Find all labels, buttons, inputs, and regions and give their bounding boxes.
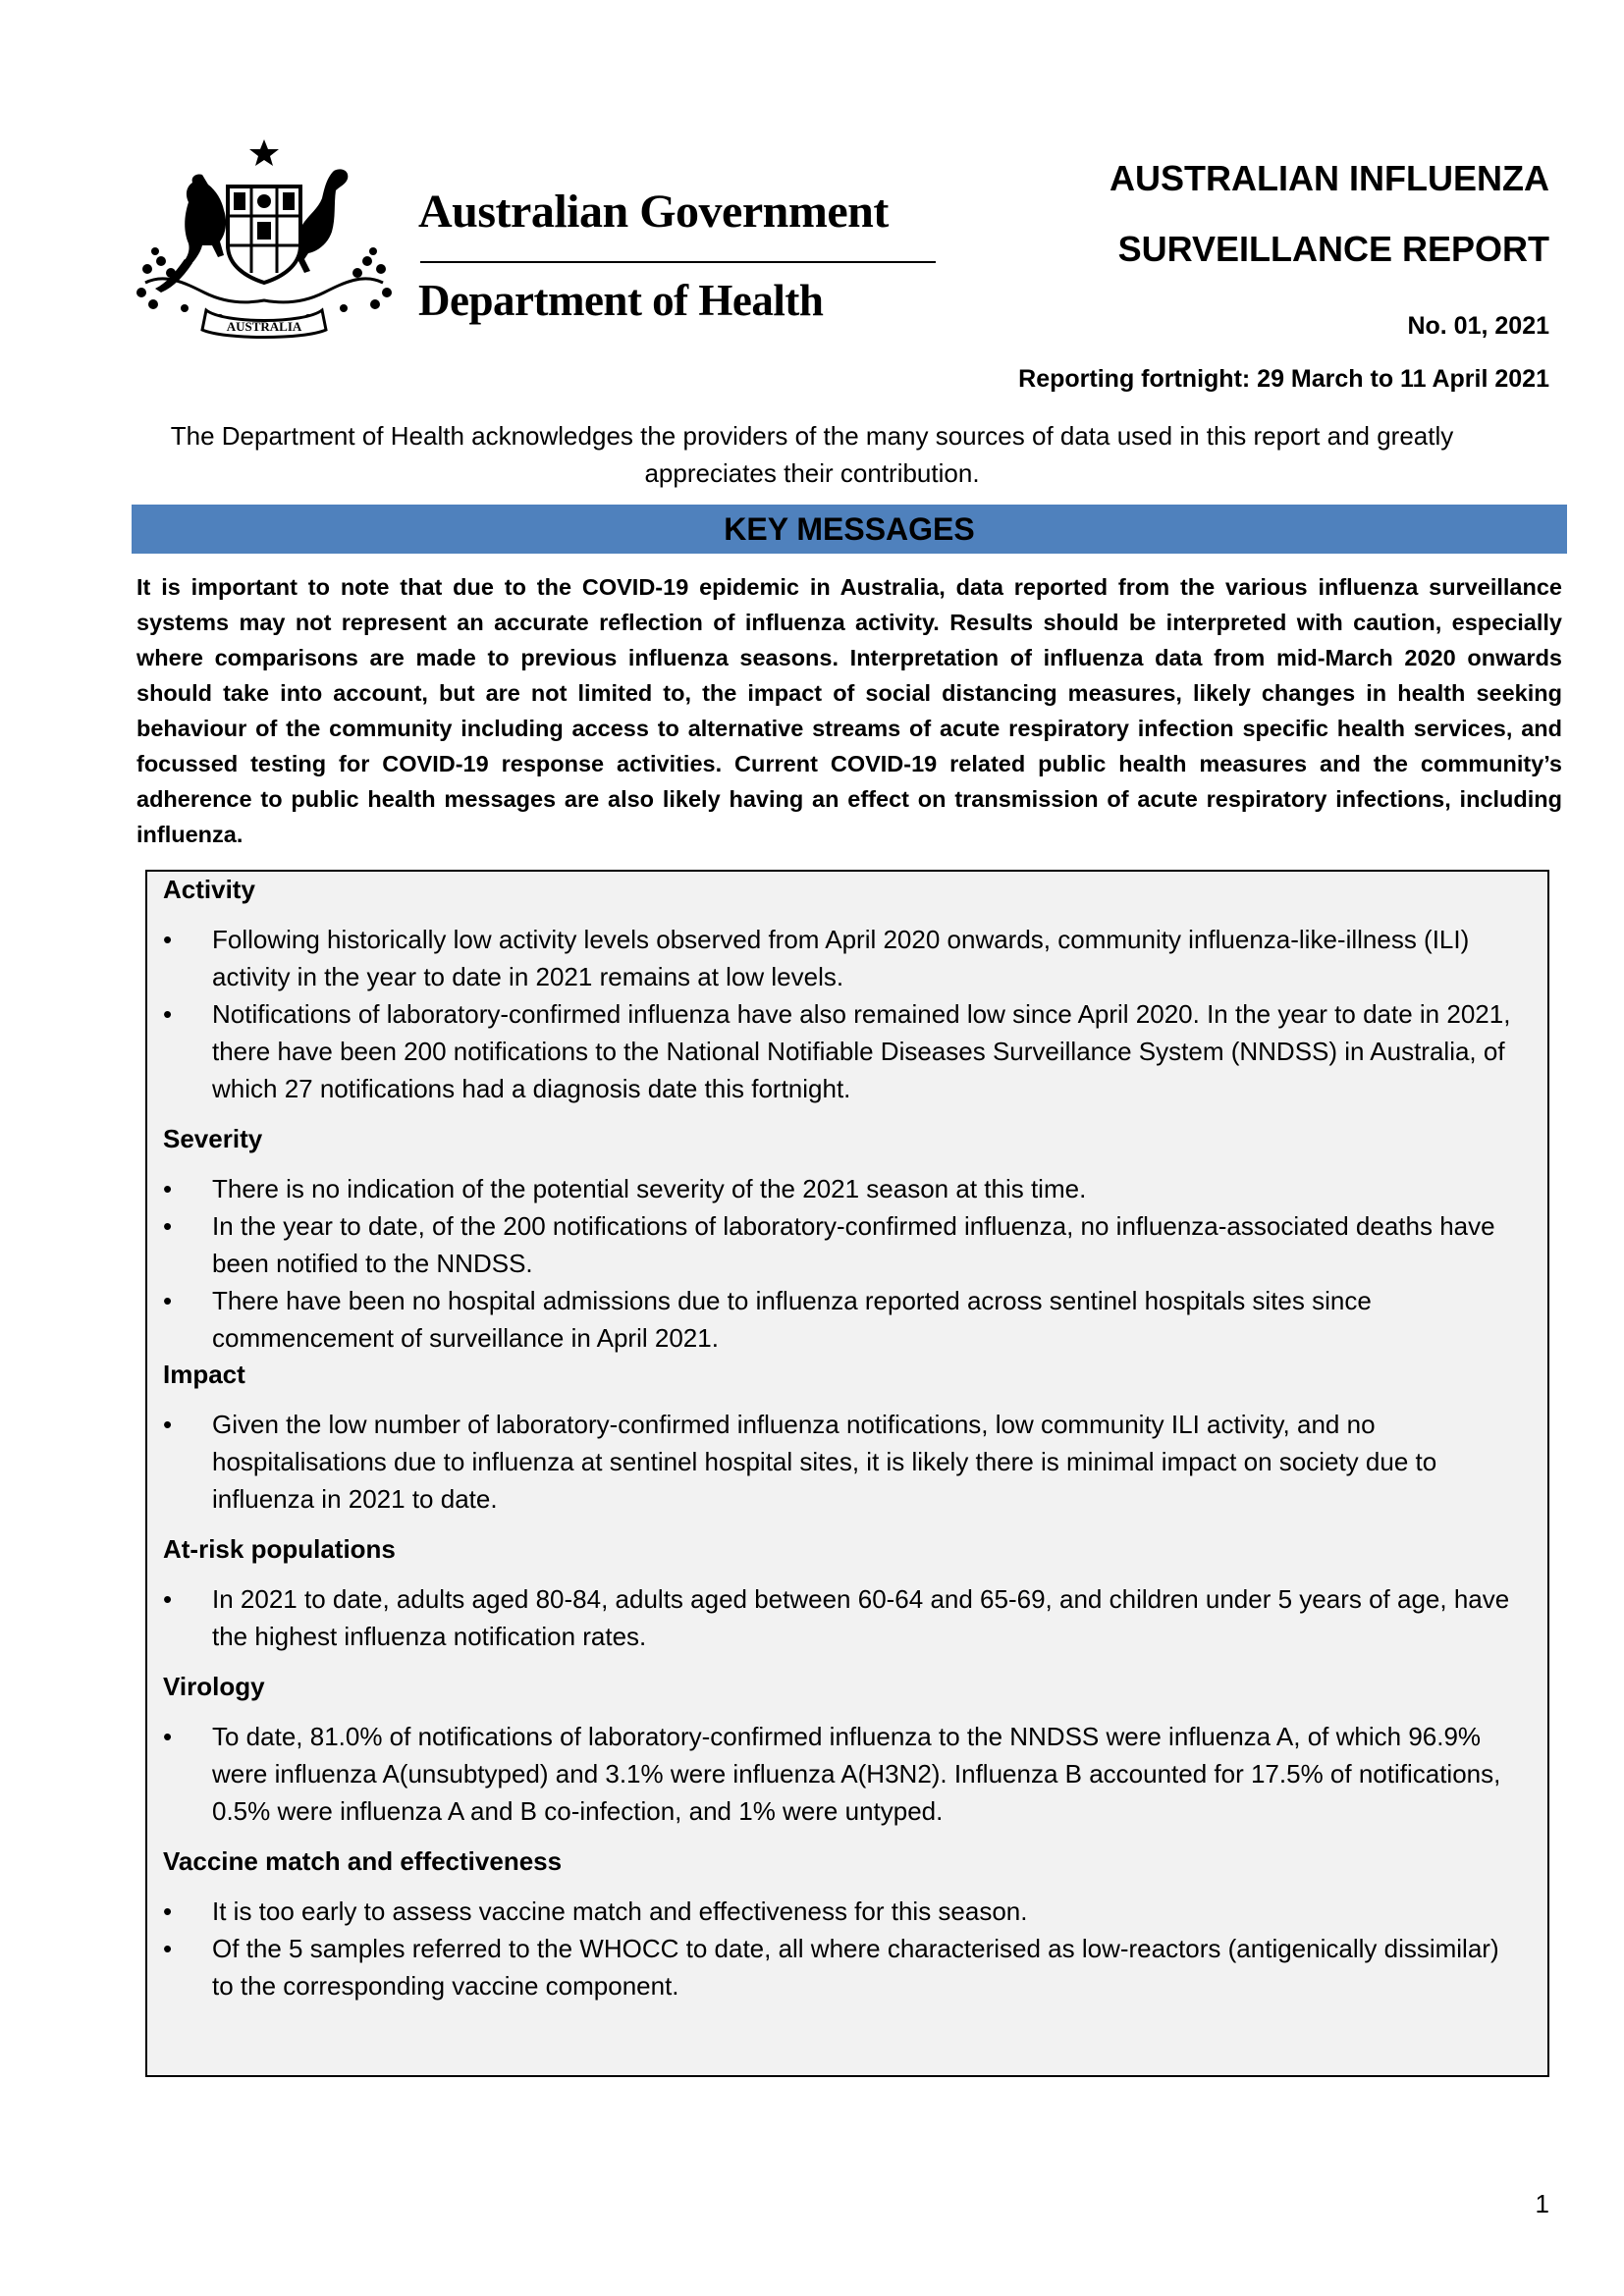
bullet-item: • Notifications of laboratory-confirmed influenza have also remained low since April 2020. In the year to date in 2021, there have been 200 notifications to the National Notifiable Diseases Surveillance System (NNDSS) in Australia, of which 27 notifications had a diagnosis date this fortnight. <box>163 995 1524 1107</box>
section-heading: Severity <box>163 1124 263 1153</box>
section-vaccine-match <box>163 1843 1547 2004</box>
bullet-list <box>163 1893 1547 2004</box>
acknowledgement-text: The Department of Health acknowledges the providers of the many sources of data used in this report and greatly appreciates their contribution. <box>170 421 1454 488</box>
report-title <box>1110 143 1549 285</box>
section-heading: Vaccine match and effectiveness <box>163 1846 563 1876</box>
section-impact <box>163 1357 1547 1518</box>
section-activity <box>163 872 1547 1107</box>
bullet-item: • In the year to date, of the 200 notifications of laboratory-confirmed influenza, no influenza-associated deaths have been notified to the NNDSS. <box>163 1207 1524 1282</box>
section-heading: At-risk populations <box>163 1534 396 1564</box>
section-heading: Activity <box>163 875 255 904</box>
report-title-line-1: AUSTRALIAN INFLUENZA <box>1110 158 1549 198</box>
report-number: No. 01, 2021 <box>1407 312 1549 340</box>
section-severity <box>163 1121 1547 1357</box>
logo-divider <box>420 261 936 263</box>
section-heading: Virology <box>163 1672 265 1701</box>
bullet-list <box>163 921 1547 1107</box>
bullet-item: • Given the low number of laboratory-confirmed influenza notifications, low community ILI activity, and no hospitalisations due to influenza at sentinel hospital sites, it is likely there is minimal impact on society due to influenza in 2021 to date. <box>163 1406 1524 1518</box>
crest-scroll-text: AUSTRALIA <box>226 319 302 334</box>
australian-government-logo <box>126 135 941 342</box>
bullet-item: • There have been no hospital admissions due to influenza reported across sentinel hospitals sites since commencement of surveillance in April 2021. <box>163 1282 1524 1357</box>
reporting-period: Reporting fortnight: 29 March to 11 April 2021 <box>1018 365 1549 393</box>
bullet-item: • In 2021 to date, adults aged 80-84, adults aged between 60-64 and 65-69, and children under 5 years of age, have the highest influenza notification rates. <box>163 1580 1524 1655</box>
bullet-item: • Following historically low activity levels observed from April 2020 onwards, community influenza-like-illness (ILI) activity in the year to date in 2021 remains at low levels. <box>163 921 1524 995</box>
report-title-line-2: SURVEILLANCE REPORT <box>1117 229 1549 269</box>
page-number: 1 <box>1535 2189 1549 2218</box>
department-name: Department of Health <box>418 276 824 325</box>
section-heading: Impact <box>163 1360 245 1389</box>
coat-of-arms-icon <box>126 135 403 342</box>
bullet-list <box>163 1718 1547 1830</box>
section-virology <box>163 1669 1547 1830</box>
bullet-list <box>163 1170 1547 1357</box>
bullet-list <box>163 1406 1547 1518</box>
key-messages-intro: It is important to note that due to the COVID-19 epidemic in Australia, data reported from the various influenza surveillance systems may not represent an accurate reflection of influenza activity. Results should be interpreted with caution, especially where comparisons are made to previous influenza seasons. Interpretation of influenza data from mid-March 2020 onwards should take into account, but are not limited to, the impact of social distancing measures, likely changes in health seeking behaviour of the community including access to alternative streams of acute respiratory infection specific health services, and focussed testing for COVID-19 response activities. Current COVID-19 related public health measures and the community’s adherence to public health messages are also likely having an effect on transmission of acute respiratory infections, including influenza. <box>136 574 1562 847</box>
bullet-list <box>163 1580 1547 1655</box>
bullet-item: • Of the 5 samples referred to the WHOCC to date, all where characterised as low-reactors (antigenically dissimilar) to the corresponding vaccine component. <box>163 1930 1524 2004</box>
key-messages-heading: KEY MESSAGES <box>132 505 1567 554</box>
bullet-item: • There is no indication of the potential severity of the 2021 season at this time. <box>163 1170 1524 1207</box>
bullet-item: • To date, 81.0% of notifications of laboratory-confirmed influenza to the NNDSS were influenza A, of which 96.9% were influenza A(unsubtyped) and 3.1% were influenza A(H3N2). Influenza B accounted for 17.5% of notifications, 0.5% were influenza A and B co-infection, and 1% were untyped. <box>163 1718 1524 1830</box>
government-name: Australian Government <box>418 186 889 238</box>
key-messages-box <box>145 870 1549 2077</box>
section-at-risk-populations <box>163 1531 1547 1655</box>
bullet-item: • It is too early to assess vaccine match and effectiveness for this season. <box>163 1893 1524 1930</box>
